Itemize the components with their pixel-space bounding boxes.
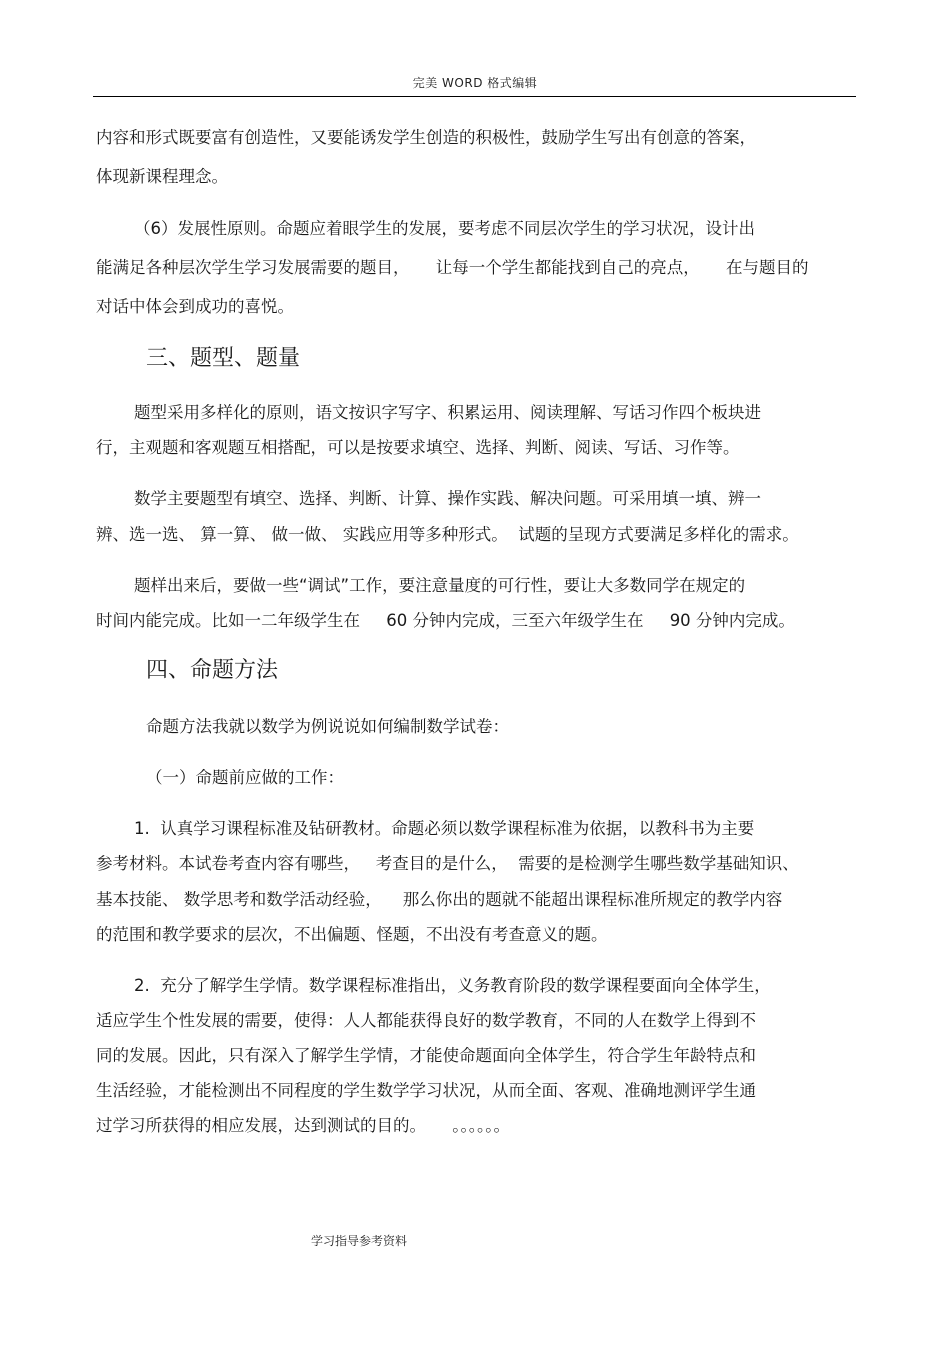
text-line: 2. 充分了解学生学情。数学课程标准指出，义务教育阶段的数学课程要面向全体学生，	[134, 976, 771, 995]
section-heading-4: 四、命题方法	[146, 658, 279, 683]
text-line: 的范围和教学要求的层次，不出偏题、怪题，不出没有考查意义的题。	[96, 925, 608, 944]
text-line: 参考材料。本试卷考查内容有哪些， 考查目的是什么， 需要的是检测学生哪些数学基础知识、	[96, 854, 799, 873]
text-line: 行，主观题和客观题互相搭配，可以是按要求填空、选择、判断、阅读、写话、习作等。	[96, 438, 740, 457]
text-line: 题样出来后，要做一些“调试”工作，要注意量度的可行性，要让大多数同学在规定的	[134, 576, 746, 595]
text-line: 时间内能完成。比如一二年级学生在 60 分钟内完成，三至六年级学生在 90 分钟内完成。	[96, 611, 795, 630]
text-line: 辨、选一选、 算一算、 做一做、 实践应用等多种形式。 试题的呈现方式要满足多样化的需求。	[96, 525, 799, 544]
text-line: 能满足各种层次学生学习发展需要的题目， 让每一个学生都能找到自己的亮点， 在与题目的	[96, 258, 809, 277]
text-line: 命题方法我就以数学为例说说如何编制数学试卷：	[146, 717, 509, 736]
text-line: 过学习所获得的相应发展，达到测试的目的。 。。。。。。	[96, 1116, 510, 1135]
page-footer: 学习指导参考资料	[311, 1234, 408, 1248]
header-divider	[93, 96, 856, 97]
text-line: （6）发展性原则。命题应着眼学生的发展，要考虑不同层次学生的学习状况，设计出	[134, 219, 755, 238]
text-line: 1. 认真学习课程标准及钻研教材。命题必须以数学课程标准为依据，以教科书为主要	[134, 819, 755, 838]
text-line: 基本技能、 数学思考和数学活动经验， 那么你出的题就不能超出课程标准所规定的教学内容	[96, 890, 783, 909]
section-heading-3: 三、题型、题量	[146, 346, 301, 371]
text-line: 对话中体会到成功的喜悦。	[96, 297, 294, 316]
text-line: 同的发展。因此，只有深入了解学生学情，才能使命题面向全体学生，符合学生年龄特点和	[96, 1046, 756, 1065]
text-line: 体现新课程理念。	[96, 167, 228, 186]
text-line: 数学主要题型有填空、选择、判断、计算、操作实践、解决问题。可采用填一填、辨一	[134, 489, 761, 508]
text-line: 题型采用多样化的原则，语文按识字写字、积累运用、阅读理解、写话习作四个板块进	[134, 403, 761, 422]
text-line: 适应学生个性发展的需要，使得：人人都能获得良好的数学教育，不同的人在数学上得到不	[96, 1011, 756, 1030]
text-line: 内容和形式既要富有创造性，又要能诱发学生创造的积极性，鼓励学生写出有创意的答案，	[96, 128, 756, 147]
text-line: （一）命题前应做的工作：	[146, 768, 344, 787]
text-line: 生活经验，才能检测出不同程度的学生数学学习状况，从而全面、客观、准确地测评学生通	[96, 1081, 756, 1100]
page-header: 完美 WORD 格式编辑	[412, 76, 538, 90]
